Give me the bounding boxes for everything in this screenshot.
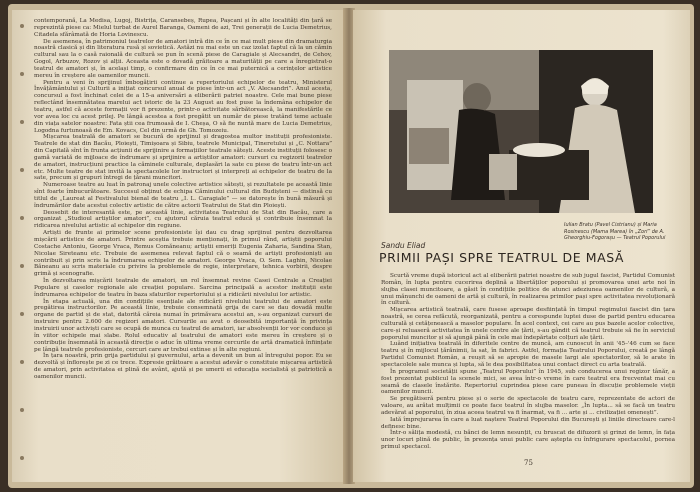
paragraph: În dezvoltarea mișcării teatrale de amatori, un rol însemnat revine Casei Centrale a Creației Populare și caselor regionale ale creației populare. Sarcina principală a acestor instituții este îndrumarea echipelor de teatru în baza sfaturilor repertoriului și a ridicării nivelului lor artistic. xyxy=(34,278,332,298)
paragraph: Numeroase teatre au luat în patronaj unele colective artistice sătești, și rezultatele pe această linie sînt foarte îmbucurătoare. Succesul obținut de echipa Căminului cultural din Budișteni — distinsă cu titlul de „Laureat al Festivalului bienal de teatru „I. L. Caragiale” — se datorește în bună măsură și îndrumărilor date acestui colectiv artistic de către actorii Teatrului de Stat din Ploiești. xyxy=(34,182,332,209)
right-page-text xyxy=(381,273,675,451)
theatre-scene-image xyxy=(389,50,653,213)
paragraph: Se pregătiseră pentru piese și o serie de spectacole de teatru care, reprezentate de actori de valoare, au arătat mulțimii ce poate face teatrul în slujba maselor. „În lupta... să se facă un teatru adevărat al poporului, în ziua aceea teatrul va fi înarmat, va fi ... arte și ... civilizației omenești”. xyxy=(381,396,675,416)
left-page xyxy=(12,10,345,482)
paragraph: În programul societății spune „Teatrul Poporului” în 1945, sub conducerea unui regizor tânăr, a fost prezentat publicul la scenele mici, se avea într-o vreme în care teatrul era frecventat mai cu seamă de clasele înstărite. Repertoriul cuprindea piese care puneau în discuție problemele vieții oamenilor muncii. xyxy=(381,368,675,396)
article-title: PRIMII PAȘI SPRE TEATRUL DE MASĂ xyxy=(379,250,624,265)
paragraph: Artiști de frunte ai primelor scene profesioniste își dau cu drag sprijinul pentru dezvoltarea mișcării artistice de amatori. Printre aceștia trebuie menționați, în primul rând, artiștii poporului Costache Antoniu, George Vraca, Remus Comăneanu; artiștii emeriți Eugenia Zaharia, Sandina Stan, Nicolae Sireteanu etc. Trebuie de asemenea relevat faptul că o seamă de artiști profesioniști au contribuit și prin scris la îndrumarea echipelor de amatori. George Vraca, O. Sem. Laghin, Nicolae Băneanu au scris materiale cu privire la problemele de regie, interpretare, tehnica vorbirii, despre grimă și scenografie. xyxy=(34,230,332,278)
article-author: Sandu Eliad xyxy=(381,241,426,250)
paragraph: Scurtă vreme după istoricul act al eliberării patriei noastre de sub jugul fascist, Partidul Comunist Român, în lupta pentru cucerirea deplină a libertăților poporului și promovarea unei arte noi în slujba clasei muncitoare, a găsit în condițiile politice de atunci adeziunea oamenilor de cultură, a unui mănunchi de oameni de artă și cultură, în realizarea primilor pași spre activitatea revoluționară în cultură. xyxy=(381,273,675,307)
photo-caption: Iulian Bratu (Pavel Cistrianu) și Maria Rosinescu (Mama Marea) în „Zori” de A. Gheorghiu-Fogorașu — Teatrul Poporului xyxy=(564,222,666,242)
paragraph: Deosebit de interesantă este, pe această linie, activitatea Teatrului de Stat din Bacău, care a organizat „Studioul artiștilor amatori”, cu ajutorul căruia teatrul educă și contribuie însemnat la ridicarea nivelului artistic al echipelor din regiune. xyxy=(34,209,332,230)
paragraph: Mișcarea teatrală de amatori se bucură de sprijinul și dragostea multor instituții profesioniste. Teatrele de stat din Bacău, Ploiești, Timișoara și Sibiu, teatrele Municipal, Tineretului și „C. Nottara” din Capitală sînt în frunta acțiunii de sprijinire a formațiilor teatrale sătești. Aceste instituții folosesc o gamă variată de mijloace de îndrumare și sprijinire a artiștilor amatori: cursuri cu regizorii teatrelor de amatori, instrucțiuni practice la căminele culturale, deplasări la sate cu piese de teatru într-un act etc. Multe teatre de stat invită la spectacolele lor instructori și interpreți ai echipelor de teatru de la sate, precum și grupuri întregi de țărani muncitori. xyxy=(34,134,332,182)
paragraph: Iată împrejurarea în care a luat naștere Teatrul Poporului din București și liniile directoare care-l definesc bine. xyxy=(381,416,675,430)
paragraph: contemporană, La Medisa, Lugoj, Bistrița, Caransebeș, Rupea, Pașcani și în alte localități din țară se reprezintă piese ca: Mielul turbat de Aurel Baranga, Oameni de azi, Trei generații de Lucia Demetrius, Citadela sfărâmată de Horia Lovinescu. xyxy=(34,18,332,38)
paragraph: În țara noastră, prin grija partidului și guvernului, arta a devenit un bun al întregului popor. Eu se dezvoltă și înflorește pe zi ce trece. Expresie grăitoare a acestui adevăr o constituie mișcarea artistică de amatori, prin activitatea ei plină de avânt, ajută și pe umerii ei educația socialistă și patriotică a oamenilor muncii. xyxy=(34,353,332,380)
binding-holes xyxy=(20,10,26,482)
paragraph: Într-o sălița modestă, cu bănci de lemn nesunțit, cu bruscat de difuzorii și grinzi de lemn, în fața unor locuri plină de public, în prezența unui public care aștepta cu înfrigurare spectacolul, pornea primul spectacol. xyxy=(381,430,675,451)
paragraph: De asemenea, în patrimoniul teatrelor de amatori intră din ce în ce mai mult piese din dramaturgia noastră clasică și din literatura rusă și sovietică. Astăzi nu mai este un caz izolat faptul că la un cămin cultural sau la o casă raională de cultură se pun în scenă piese de Caragiale și Alecsandri, de Cehov, Gogol, Arbuzov, Rozov și alții. Aceasta este o dovadă grăitoare a maturității pe care a înregistrat-o teatrul de amatori și, în același timp, o confirmare din ce în ce mai puternică a cerințelor artistice mereu în creștere ale oamenilor muncii. xyxy=(34,38,332,79)
left-page-text xyxy=(34,18,332,381)
theatre-photo xyxy=(389,50,653,213)
paragraph: În etapa actuală, una din condițiile esențiale ale ridicării nivelului teatrului de amatori este pregătirea instructorilor. Pe această linie, trebuie consemnată grija de care se dau dovadă multe organe de partid și de stat, datorită căreia numai în primăvara acestui an, s-au organizat cursuri de instruire pentru 2.600 de regizori amatori. Cursurile au avut o deosebită importanță în privința instruirii unor activiști care se ocupă de munca cu teatrul de amatori, iar absolvenții lor vor conduce și în viitor echipele mai slabe. Rolul educativ al teatrului de amatori este mereu în creștere și o contribuție însemnată în această direcție o aduc în ultima vreme cercurile de artă dramatică înființate pe lângă teatrele profesioniste, cercuri care ar trebui extinse și în alte regiuni. xyxy=(34,298,332,353)
paragraph: Mișcarea artistică teatrală, care fusese aproape desființată în timpul regimului fascist din țara noastră, se cerea refăcută, reorganizată, pentru a corespunde luptei duse de partid pentru educarea culturală și cetățenească a maselor populare. În acel context, cei care au pus bazele acelor colective, care-și reluaseră activitatea în unele centre ale țării, s-au gândit că teatrul trebuie să fie în serviciul poporului muncitor și să ajungă până în cele mai îndepărtate colțuri ale țării. xyxy=(381,307,675,341)
right-page xyxy=(353,10,690,482)
page-number: 75 xyxy=(524,459,533,467)
paragraph: Pentru a veni în sprijinul îmbogățirii continue a repertoriului echipelor de teatru, Ministerul Învățământului și Culturii a inițiat concursul anual de piese într-un act „V. Alecsandri”. Anul acesta, concursul a fost închinat celei de a 15-a aniversări a eliberării patriei noastre. Cele mai bune piese reflectând însemnătatea marelui act istoric de la 23 August au fost puse la îndemâna echipelor de teatru, astfel că aceste formații vor fi prezente, printr-o activitate sărbătorească, la manifestările ce vor avea loc cu acest prilej. Pe lângă acestea a fost pregătit un număr de piese tratând teme actuale din viața satelor noastre: Fata știi cea frumoasă de I. Cheșa, O să fie nuntă mare de Lucia Demetrius, Logodna furtunoasă de Em. Kovacs, Cel din urmă de Gh. Tomozeiu. xyxy=(34,79,332,134)
open-book xyxy=(8,4,694,488)
paragraph: Luând inițiativa teatrală în diferitele centre de muncă, am cunoscut în anii '45–'46 cum se face teatru și în mijlocul țărănimii, la sat, în fabrici. Astfel, formația Teatrului Poporului, creată pe lângă Partidul Comunist Român, a reușit să se apropie de masele largi ale spectatorilor, să le arate în spectacolele sale munca și lupta, să le dea posibilitatea unui contact direct cu arta teatrală. xyxy=(381,341,675,368)
